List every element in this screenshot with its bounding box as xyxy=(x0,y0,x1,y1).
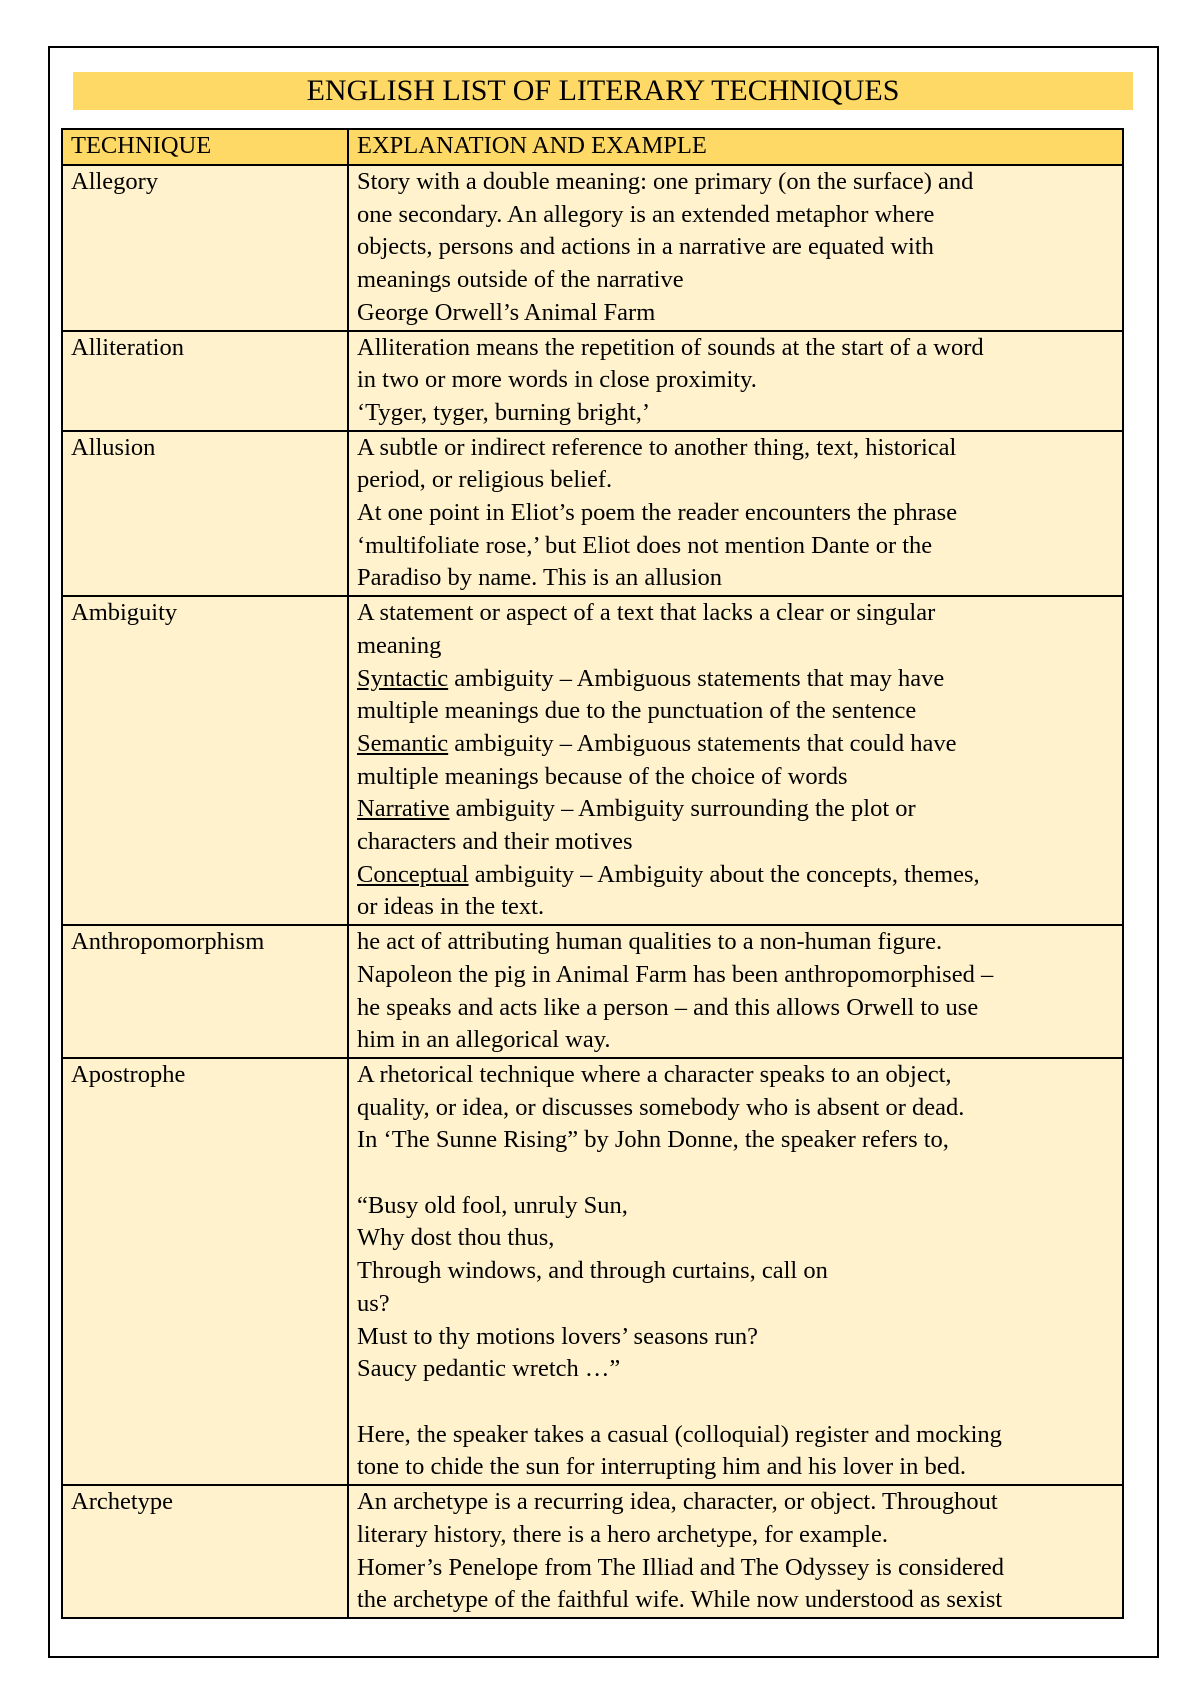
techniques-table xyxy=(61,128,1124,1619)
quote-line: Why dost thou thus, xyxy=(357,1224,555,1252)
table-row xyxy=(62,1058,1123,1485)
ambiguity-type-text: ambiguity – Ambiguous statements that could have xyxy=(448,729,957,757)
quote-line: Must to thy motions lovers’ seasons run? xyxy=(357,1322,759,1350)
example-line: George Orwell’s Animal Farm xyxy=(357,298,656,326)
text-line: objects, persons and actions in a narrative are equated with xyxy=(357,233,934,261)
text-line: period, or religious belief. xyxy=(357,466,613,494)
table-row xyxy=(62,331,1123,431)
explanation-anthropomorphism xyxy=(348,925,1123,1058)
term-apostrophe: Apostrophe xyxy=(62,1058,348,1485)
explanation-ambiguity xyxy=(348,596,1123,925)
text-line: tone to chide the sun for interrupting him and his lover in bed. xyxy=(357,1453,966,1481)
table-row xyxy=(62,431,1123,597)
ambiguity-type-text: ambiguity – Ambiguity about the concepts, themes, xyxy=(468,860,980,888)
quote-line: us? xyxy=(357,1289,390,1317)
explanation-allusion xyxy=(348,431,1123,597)
blank-line xyxy=(357,1157,1114,1190)
ambiguity-type-text: ambiguity – Ambiguity surrounding the plot or xyxy=(449,795,916,823)
ambiguity-type-label: Semantic xyxy=(357,729,449,757)
term-alliteration: Alliteration xyxy=(62,331,348,431)
term-allegory: Allegory xyxy=(62,165,348,331)
text-line: At one point in Eliot’s poem the reader encounters the phrase xyxy=(357,499,958,527)
quote-line: Through windows, and through curtains, call on xyxy=(357,1257,828,1285)
text-line: one secondary. An allegory is an extended metaphor where xyxy=(357,200,935,228)
text-line: meaning xyxy=(357,631,442,659)
term-archetype: Archetype xyxy=(62,1485,348,1618)
term-ambiguity: Ambiguity xyxy=(62,596,348,925)
table-header-row xyxy=(62,129,1123,165)
term-anthropomorphism: Anthropomorphism xyxy=(62,925,348,1058)
explanation-allegory xyxy=(348,165,1123,331)
text-line: Homer’s Penelope from The Illiad and The Odyssey is considered xyxy=(357,1553,1005,1581)
text-line: he speaks and acts like a person – and this allows Orwell to use xyxy=(357,993,979,1021)
text-line: Paradiso by name. This is an allusion xyxy=(357,564,722,592)
text-line: characters and their motives xyxy=(357,828,633,856)
text-line: A subtle or indirect reference to another thing, text, historical xyxy=(357,433,957,461)
explanation-apostrophe xyxy=(348,1058,1123,1485)
header-explanation: EXPLANATION AND EXAMPLE xyxy=(348,129,1123,165)
blank-line xyxy=(357,1386,1114,1419)
table-row xyxy=(62,596,1123,925)
quote-line: Saucy pedantic wretch …” xyxy=(357,1355,621,1383)
ambiguity-type-label: Syntactic xyxy=(357,664,449,692)
text-line: Alliteration means the repetition of sounds at the start of a word xyxy=(357,333,984,361)
ambiguity-type-text: ambiguity – Ambiguous statements that may have xyxy=(448,664,945,692)
header-technique: TECHNIQUE xyxy=(62,129,348,165)
table-row xyxy=(62,925,1123,1058)
text-line: A statement or aspect of a text that lacks a clear or singular xyxy=(357,599,936,627)
text-line: ‘multifoliate rose,’ but Eliot does not mention Dante or the xyxy=(357,531,933,559)
quote-line: “Busy old fool, unruly Sun, xyxy=(357,1191,628,1219)
text-line: meanings outside of the narrative xyxy=(357,266,684,294)
text-line: he act of attributing human qualities to a non-human figure. xyxy=(357,928,943,956)
ambiguity-type-label: Conceptual xyxy=(357,860,469,888)
text-line: multiple meanings due to the punctuation of the sentence xyxy=(357,697,917,725)
text-line: In ‘The Sunne Rising” by John Donne, the speaker refers to, xyxy=(357,1126,949,1154)
term-allusion: Allusion xyxy=(62,431,348,597)
text-line: quality, or idea, or discusses somebody who is absent or dead. xyxy=(357,1093,965,1121)
text-line: in two or more words in close proximity. xyxy=(357,366,757,394)
text-line: the archetype of the faithful wife. While now understood as sexist xyxy=(357,1586,1003,1614)
page-title: ENGLISH LIST OF LITERARY TECHNIQUES xyxy=(73,72,1133,110)
ambiguity-type-line xyxy=(357,663,1114,696)
ambiguity-type-label: Narrative xyxy=(357,795,450,823)
ambiguity-type-line xyxy=(357,793,1114,826)
text-line: Here, the speaker takes a casual (colloquial) register and mocking xyxy=(357,1420,1002,1448)
example-line: ‘Tyger, tyger, burning bright,’ xyxy=(357,398,650,426)
ambiguity-type-line xyxy=(357,859,1114,892)
text-line: or ideas in the text. xyxy=(357,893,545,921)
text-line: multiple meanings because of the choice of words xyxy=(357,762,848,790)
text-line: A rhetorical technique where a character speaks to an object, xyxy=(357,1060,952,1088)
table-row xyxy=(62,165,1123,331)
table-row xyxy=(62,1485,1123,1618)
explanation-alliteration xyxy=(348,331,1123,431)
ambiguity-type-line xyxy=(357,728,1114,761)
text-line: Napoleon the pig in Animal Farm has been anthropomorphised – xyxy=(357,960,994,988)
explanation-archetype xyxy=(348,1485,1123,1618)
text-line: literary history, there is a hero archetype, for example. xyxy=(357,1520,889,1548)
text-line: him in an allegorical way. xyxy=(357,1026,611,1054)
text-line: An archetype is a recurring idea, character, or object. Throughout xyxy=(357,1488,998,1516)
text-line: Story with a double meaning: one primary (on the surface) and xyxy=(357,168,974,195)
